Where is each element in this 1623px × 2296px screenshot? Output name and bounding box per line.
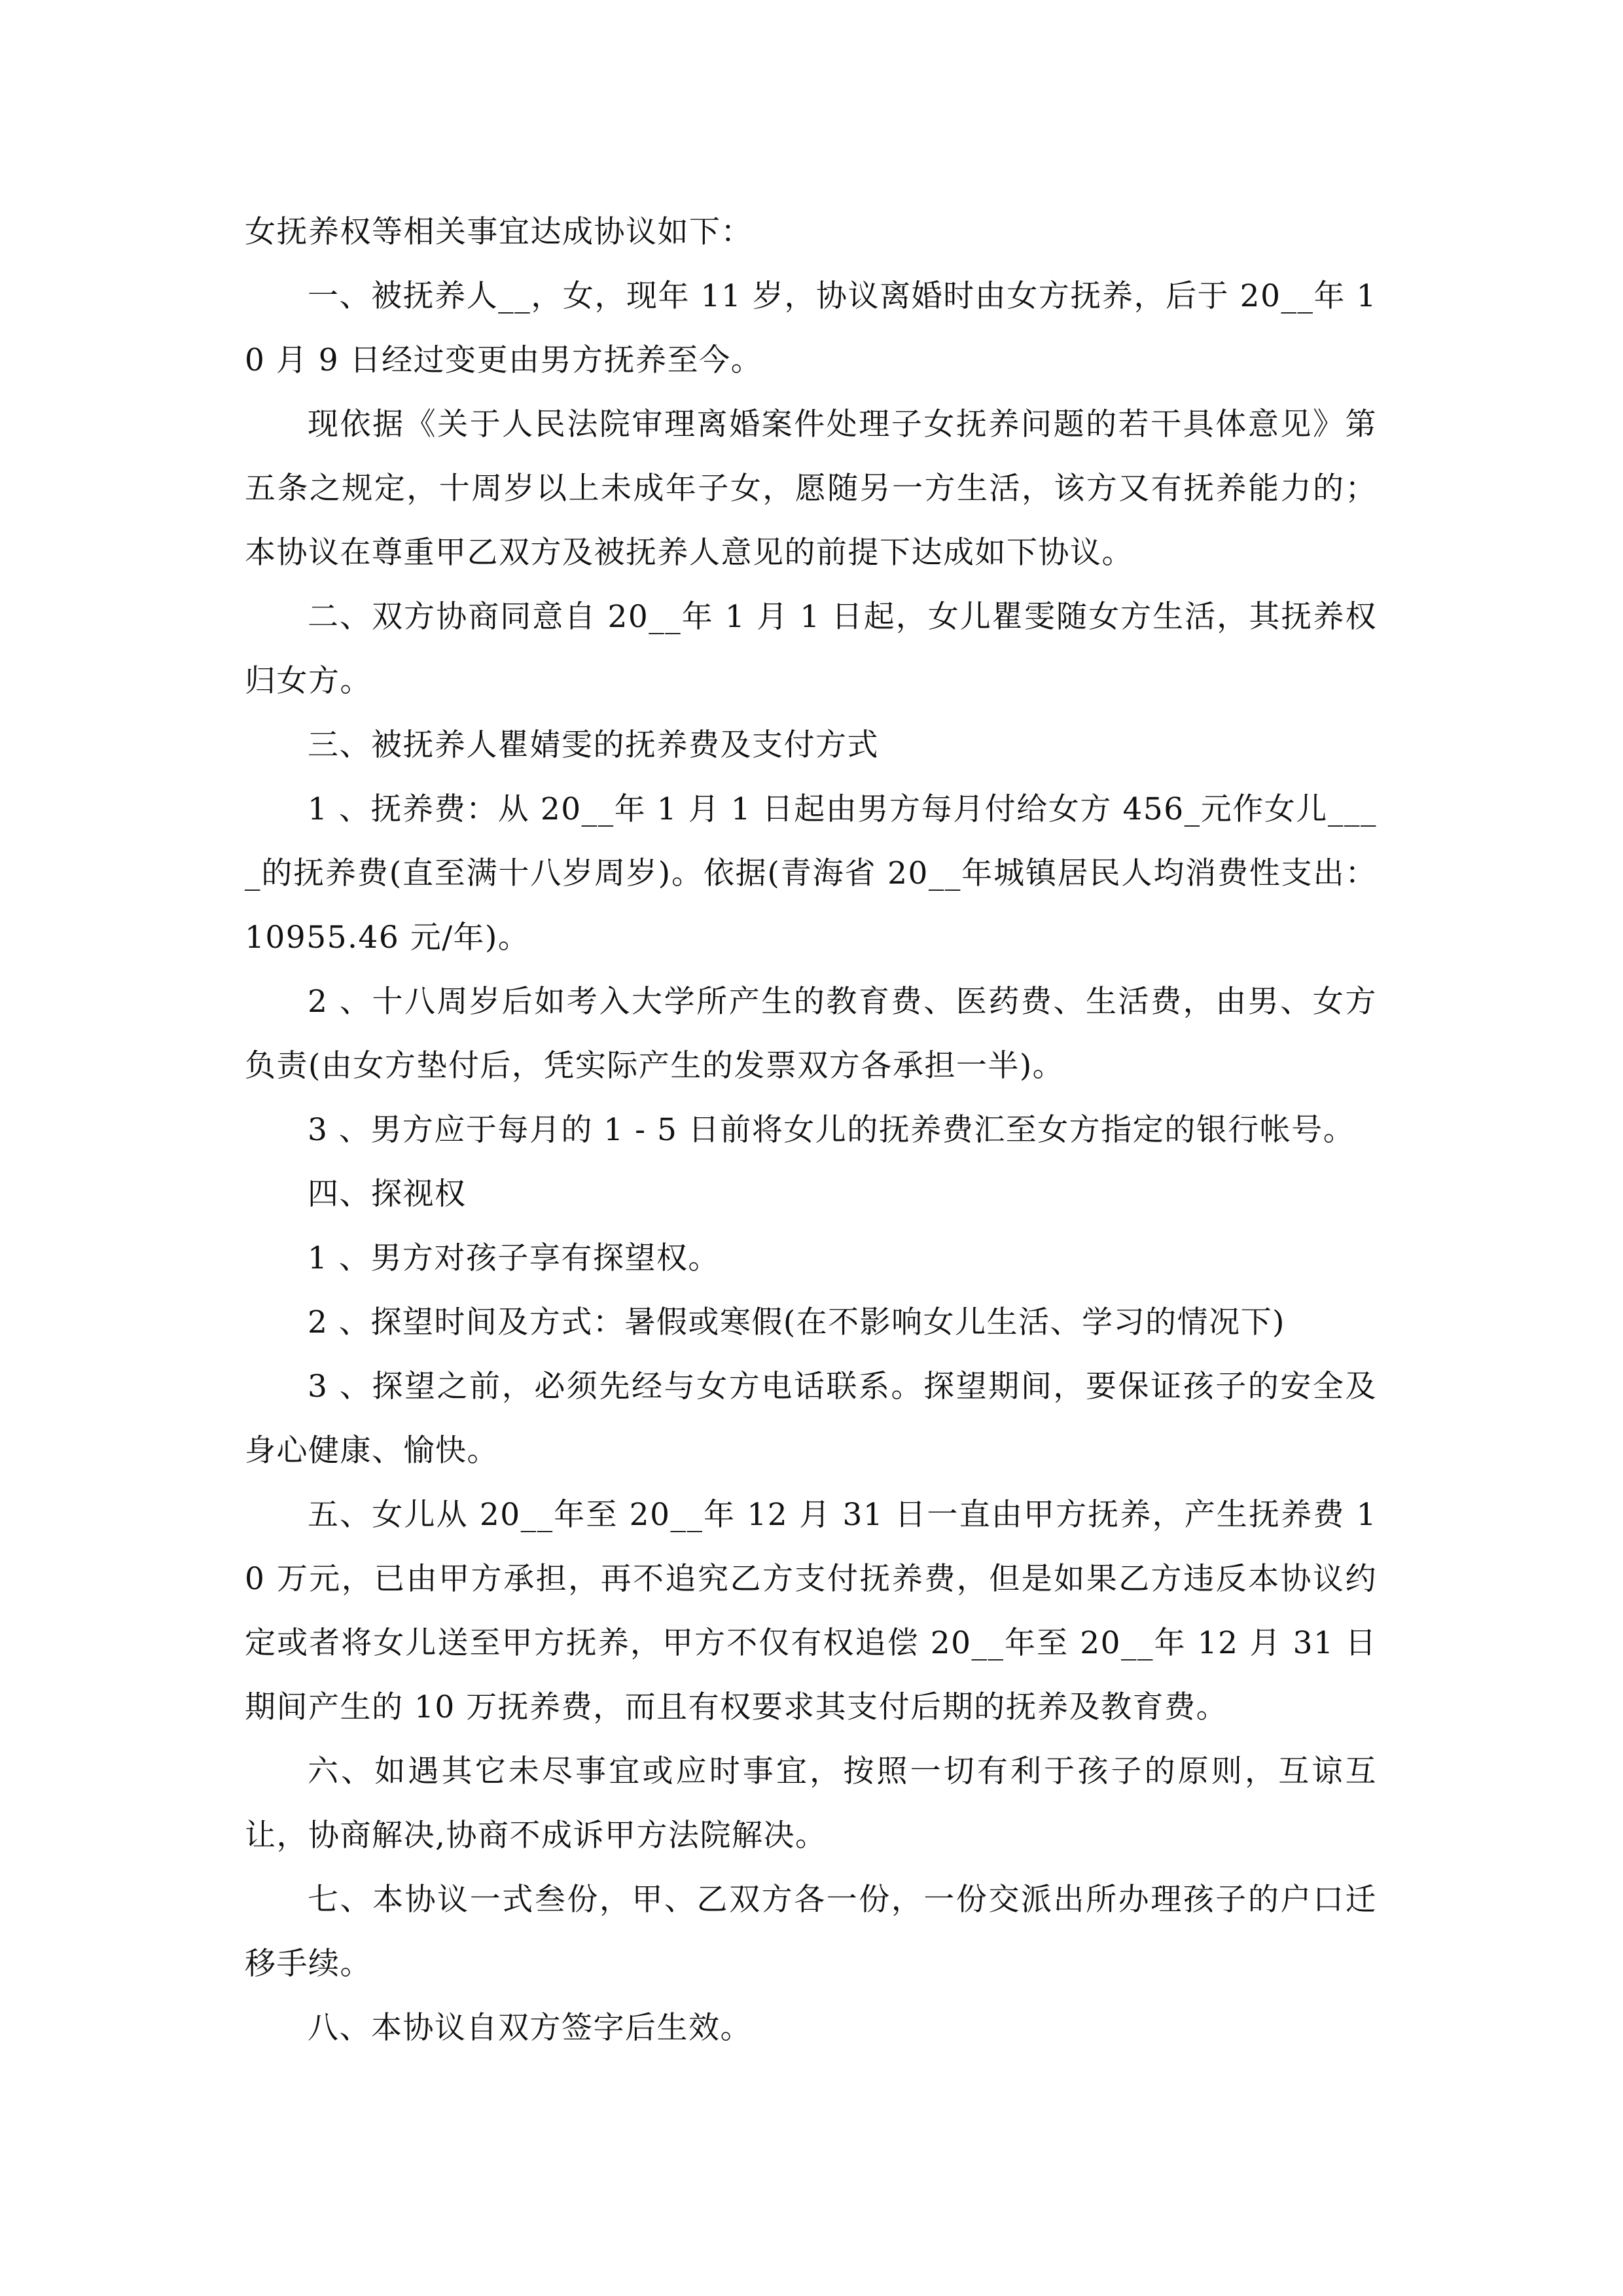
paragraph-clause-3-item-2: 2 、十八周岁后如考入大学所产生的教育费、医药费、生活费，由男、女方负责(由女方垫付后，凭实际产生的发票双方各承担一半)。 — [245, 984, 1377, 1084]
paragraph-legal-basis: 现依据《关于人民法院审理离婚案件处理子女抚养问题的若干具体意见》第五条之规定，十周岁以上未成年子女，愿随另一方生活，该方又有抚养能力的；本协议在尊重甲乙双方及被抚养人意见的前提下达成如下协议。 — [245, 406, 1377, 571]
paragraph-clause-2: 二、双方协商同意自 20__年 1 月 1 日起，女儿瞿雯随女方生活，其抚养权归女方。 — [245, 599, 1377, 699]
paragraph-clause-3-heading: 三、被抚养人瞿婧雯的抚养费及支付方式 — [308, 727, 879, 763]
paragraph-clause-3-item-1: 1 、抚养费：从 20__年 1 月 1 日起由男方每月付给女方 456_元作女儿____的抚养费(直至满十八岁周岁)。依据(青海省 20__年城镇居民人均消费性支出：10955.46 元/年)。 — [245, 791, 1377, 956]
paragraph-clause-8: 八、本协议自双方签字后生效。 — [308, 2010, 752, 2046]
paragraph-clause-3-item-3: 3 、男方应于每月的 1 - 5 日前将女儿的抚养费汇至女方指定的银行帐号。 — [308, 1112, 1355, 1148]
paragraph-clause-4-item-2: 2 、探望时间及方式：暑假或寒假(在不影响女儿生活、学习的情况下) — [308, 1304, 1286, 1340]
paragraph-clause-4-item-1: 1 、男方对孩子享有探望权。 — [308, 1240, 720, 1276]
paragraph-clause-5: 五、女儿从 20__年至 20__年 12 月 31 日一直由甲方抚养，产生抚养费 10 万元，已由甲方承担，再不追究乙方支付抚养费，但是如果乙方违反本协议约定或者将女儿送至甲方抚养，甲方不仅有权追偿 20__年至 20__年 12 月 31 日期间产生的 10 万抚养费，而且有权要求其支付后期的抚养及教育费。 — [245, 1497, 1377, 1725]
paragraph-clause-4-item-3: 3 、探望之前，必须先经与女方电话联系。探望期间，要保证孩子的安全及身心健康、愉快。 — [245, 1369, 1377, 1469]
paragraph-clause-7: 七、本协议一式叁份，甲、乙双方各一份，一份交派出所办理孩子的户口迁移手续。 — [245, 1882, 1377, 1982]
paragraph-continuation: 女抚养权等相关事宜达成协议如下： — [245, 214, 753, 250]
paragraph-clause-6: 六、如遇其它未尽事宜或应时事宜，按照一切有利于孩子的原则，互谅互让，协商解决,协商不成诉甲方法院解决。 — [245, 1753, 1377, 1854]
document-body — [245, 200, 1377, 2060]
paragraph-clause-1: 一、被抚养人__，女，现年 11 岁，协议离婚时由女方抚养，后于 20__年 10 月 9 日经过变更由男方抚养至今。 — [245, 278, 1377, 378]
paragraph-clause-4-heading: 四、探视权 — [308, 1176, 467, 1212]
